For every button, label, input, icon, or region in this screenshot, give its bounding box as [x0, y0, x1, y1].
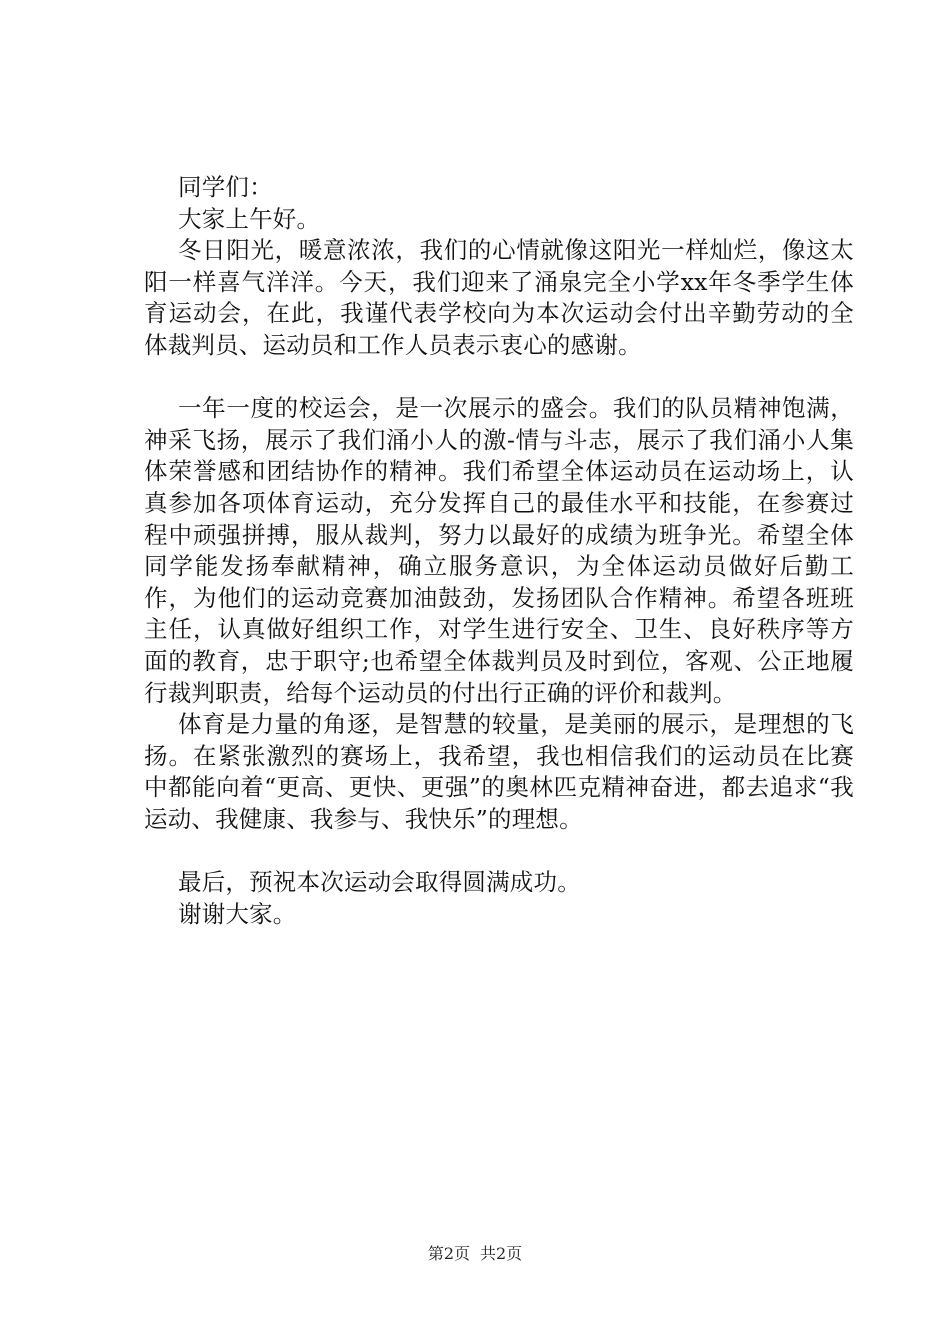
closing-wish: 最后，预祝本次运动会取得圆满成功。	[178, 868, 581, 897]
page-number: 第2页	[427, 1244, 470, 1263]
closing-thanks: 谢谢大家。	[178, 899, 297, 928]
page-total: 共2页	[480, 1244, 523, 1263]
greeting: 同学们：	[178, 173, 273, 201]
page-footer	[0, 1244, 950, 1264]
salutation: 大家上午好。	[178, 204, 321, 233]
paragraph-spacer	[144, 835, 854, 867]
paragraph-spirit: 体育是力量的角逐，是智慧的较量，是美丽的展示，是理想的飞扬。在紧张激烈的赛场上，我希望，我也相信我们的运动员在比赛中都能向着“更高、更快、更强”的奥林匹克精神奋进，都去追求“我运动、我健康、我参与、我快乐”的理想。	[144, 710, 854, 833]
paragraph-main: 一年一度的校运会，是一次展示的盛会。我们的队员精神饱满，神采飞扬，展示了我们涌小人的激-情与斗志，展示了我们涌小人集体荣誉感和团结协作的精神。我们希望全体运动员在运动场上，认真参加各项体育运动，充分发挥自己的最佳水平和技能，在参赛过程中顽强拼搏，服从裁判，努力以最好的成绩为班争光。希望全体同学能发扬奉献精神，确立服务意识，为全体运动员做好后勤工作，为他们的运动竞赛加油鼓劲，发扬团队合作精神。希望各班班主任，认真做好组织工作，对学生进行安全、卫生、良好秩序等方面的教育，忠于职守;也希望全体裁判员及时到位，客观、公正地履行裁判职责，给每个运动员的付出行正确的评价和裁判。	[144, 394, 854, 707]
document-body	[144, 172, 854, 930]
paragraph-spacer	[144, 362, 854, 394]
paragraph-opening: 冬日阳光，暖意浓浓，我们的心情就像这阳光一样灿烂，像这太阳一样喜气洋洋。今天，我们迎来了涌泉完全小学xx年冬季学生体育运动会，在此，我谨代表学校向为本次运动会付出辛勤劳动的全体裁判员、运动员和工作人员表示衷心的感谢。	[144, 236, 854, 359]
